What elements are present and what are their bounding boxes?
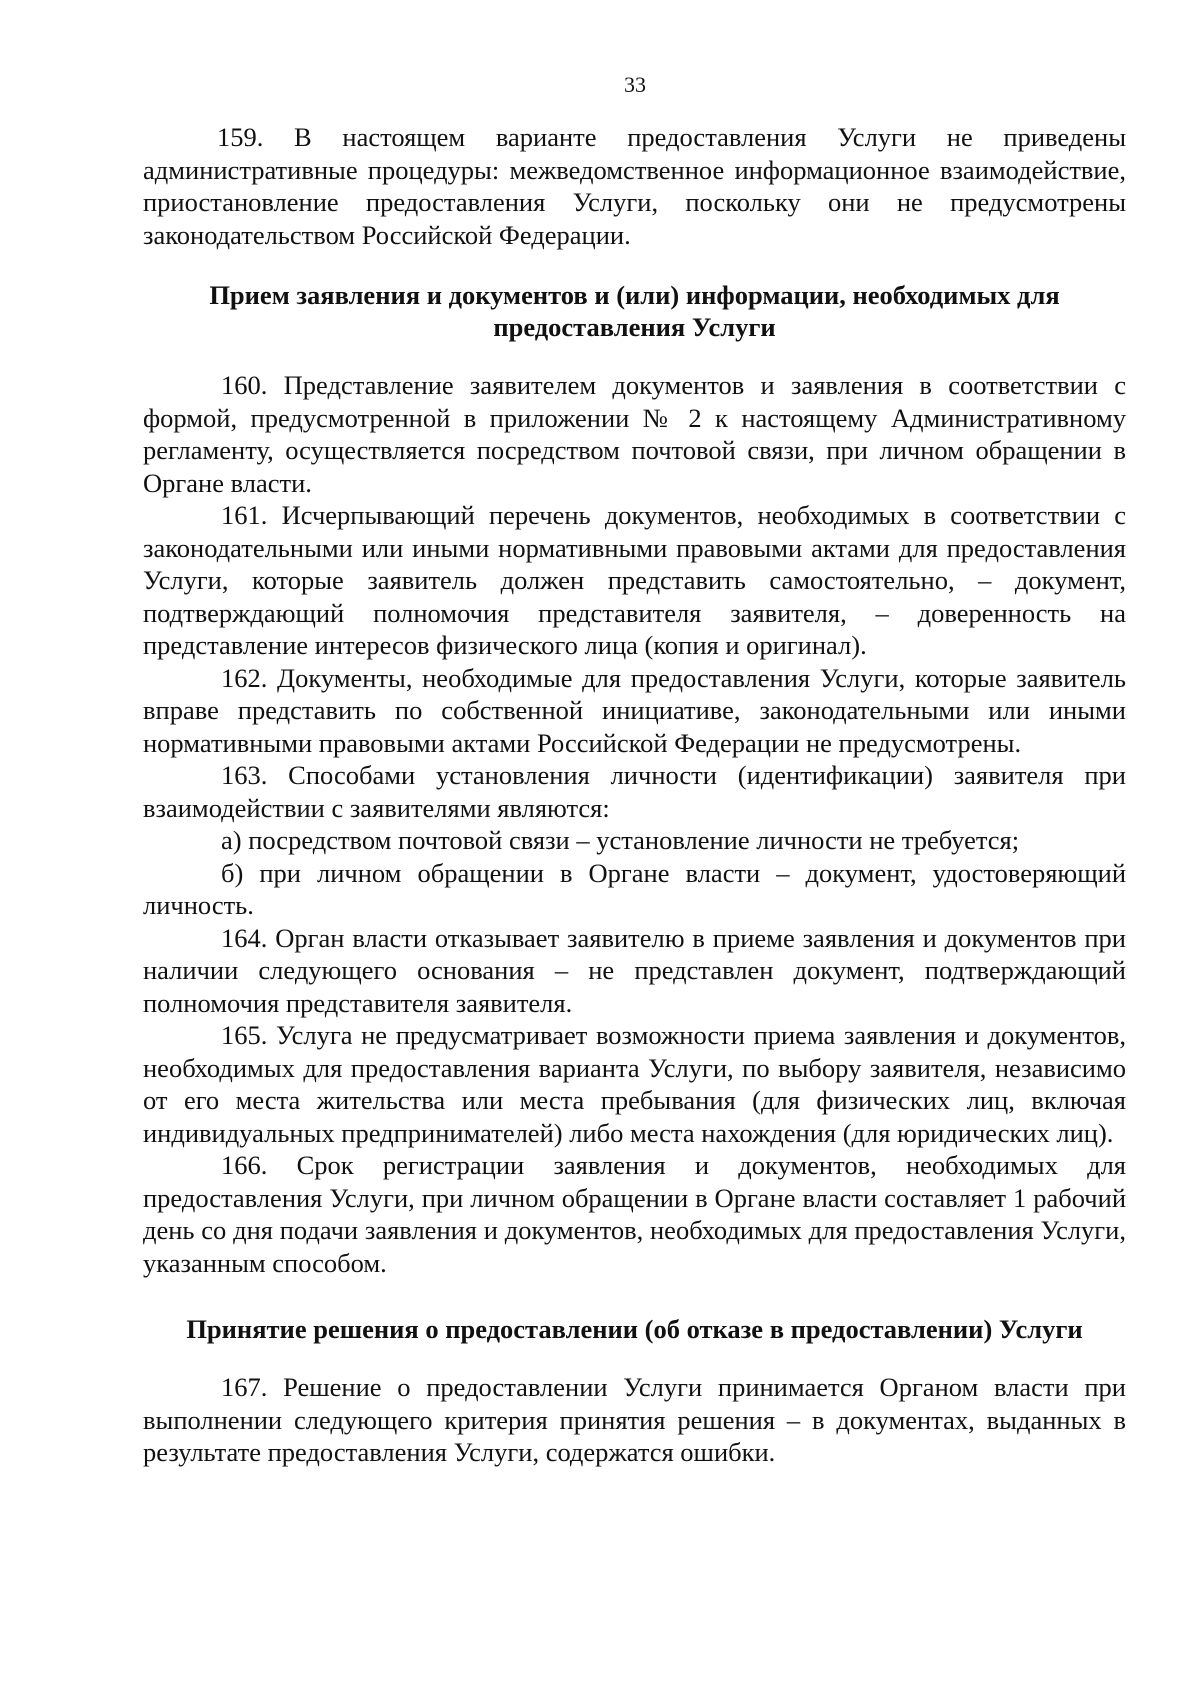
paragraph-165: 165. Услуга не предусматривает возможности приема заявления и документов, необходимых для предоставления варианта Услуги, по выбору заявителя, независимо от его места жительства или места пребывания (для физических лиц, включая индивидуальных предпринимателей) либо места нахождения (для юридических лиц). — [143, 1020, 1126, 1148]
paragraph-162: 162. Документы, необходимые для предоставления Услуги, которые заявитель вправе представить по собственной инициативе, законодательными или иными нормативными правовыми актами Российской Федерации не предусмотрены. — [143, 662, 1126, 758]
paragraph-164: 164. Орган власти отказывает заявителю в приеме заявления и документов при наличии следующего основания – не представлен документ, подтверждающий полномочия представителя заявителя. — [143, 922, 1126, 1018]
page-number: 33 — [624, 72, 646, 97]
list-item-a: а) посредством почтовой связи – установление личности не требуется; — [221, 825, 1020, 855]
section-heading-reception: Прием заявления и документов и (или) информации, необходимых для предоставления Услуги — [209, 280, 1060, 342]
paragraph-166: 166. Срок регистрации заявления и документов, необходимых для предоставления Услуги, при личном обращении в Органе власти составляет 1 рабочий день со дня подачи заявления и документов, необходимых для предоставления Услуги, указанным способом. — [143, 1150, 1126, 1278]
paragraph-159: 159. В настоящем варианте предоставления Услуги не приведены административные процедуры: межведомственное информационное взаимодействие, приостановление предоставления Услуги, поскольку они не предусмотрены законодательством Российской Федерации. — [143, 122, 1126, 250]
paragraph-167: 167. Решение о предоставлении Услуги принимается Органом власти при выполнении следующего критерия принятия решения – в документах, выданных в результате предоставления Услуги, содержатся ошибки. — [143, 1372, 1126, 1467]
list-item-b: б) при личном обращении в Органе власти – документ, удостоверяющий личность. — [143, 857, 1126, 920]
paragraph-161: 161. Исчерпывающий перечень документов, необходимых в соответствии с законодательными или иными нормативными правовыми актами для предоставления Услуги, которые заявитель должен представить самостоятельно, – документ, подтверждающий полномочия представителя заявителя, – доверенность на представление интересов физического лица (копия и оригинал). — [143, 500, 1126, 660]
document-body — [143, 121, 1126, 1469]
paragraph-160: 160. Представление заявителем документов и заявления в соответствии с формой, предусмотренной в приложении № 2 к настоящему Административному регламенту, осуществляется посредством почтовой связи, при личном обращении в Органе власти. — [143, 370, 1126, 498]
paragraph-163: 163. Способами установления личности (идентификации) заявителя при взаимодействии с заявителями являются: — [143, 760, 1126, 823]
section-heading-decision: Принятие решения о предоставлении (об отказе в предоставлении) Услуги — [186, 1314, 1083, 1344]
